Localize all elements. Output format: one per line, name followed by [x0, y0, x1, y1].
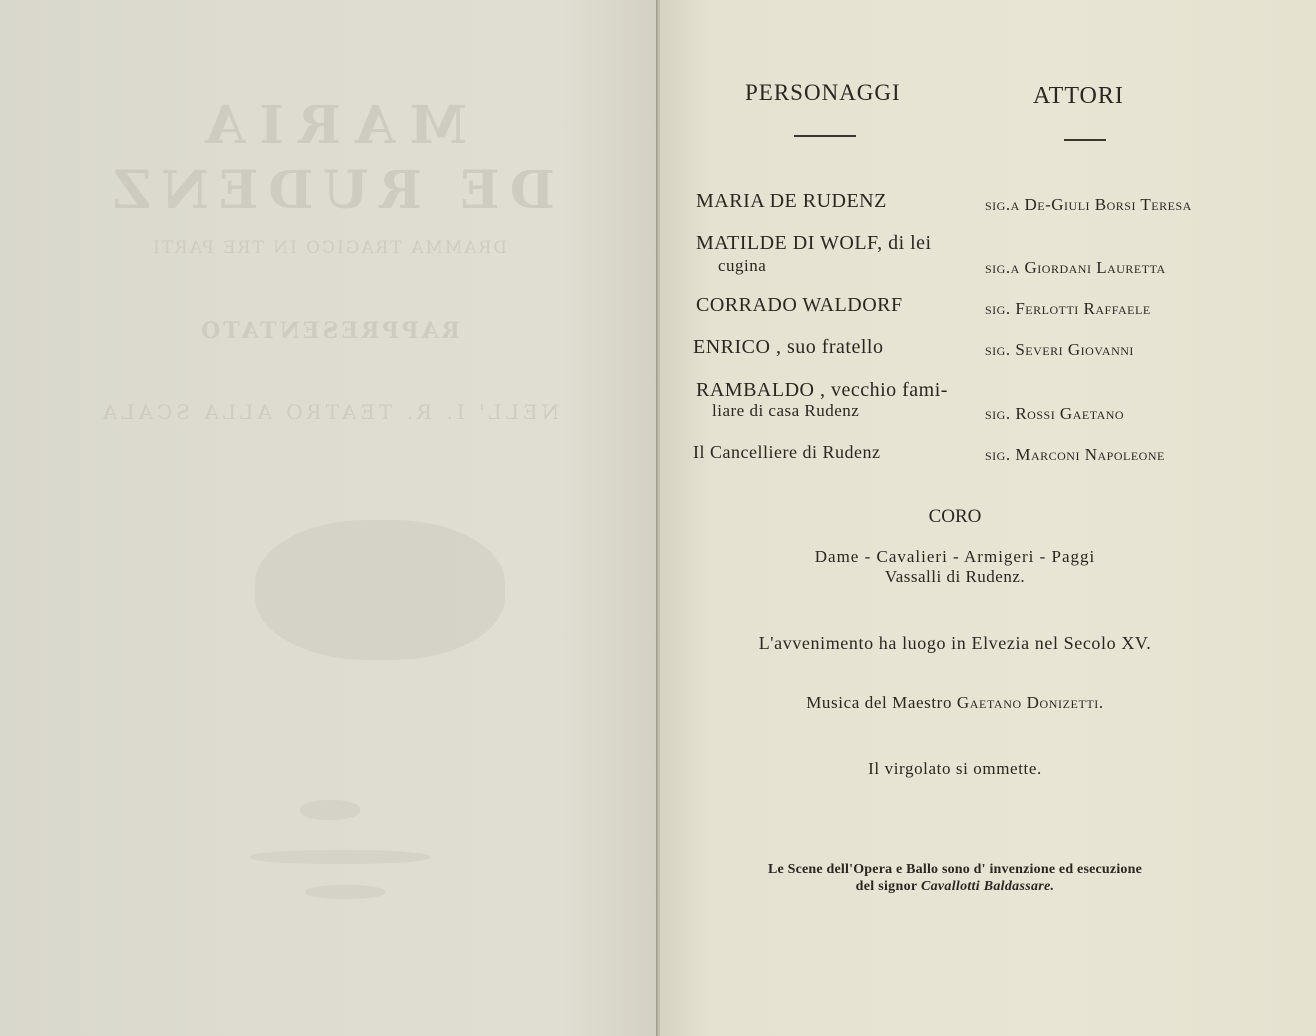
music-prefix: Musica del Maestro: [806, 693, 957, 712]
bleed-line-5: NELL' I. R. TEATRO ALLA SCALA: [98, 400, 560, 424]
header-rule-left: [794, 135, 856, 137]
role-cancelliere: Il Cancelliere di Rudenz: [693, 442, 881, 462]
header-rule-right: [1064, 139, 1106, 141]
setting-line: L'avvenimento ha luogo in Elvezia nel Secolo XV.: [758, 633, 1152, 653]
role-rambaldo-sub: liare di casa Rudenz: [712, 401, 860, 420]
chorus-line-2: Vassalli di Rudenz.: [884, 567, 1026, 586]
role-rambaldo: RAMBALDO , vecchio fami-: [696, 379, 948, 401]
music-composer: Gaetano Donizetti.: [956, 693, 1104, 712]
role-corrado: CORRADO WALDORF: [696, 294, 903, 316]
role-enrico: ENRICO , suo fratello: [693, 336, 884, 358]
actor-rambaldo: sig. Rossi Gaetano: [985, 404, 1125, 423]
music-line: [655, 693, 1255, 713]
role-matilde: MATILDE DI WOLF, di lei: [696, 232, 932, 254]
actor-enrico: sig. Severi Giovanni: [985, 340, 1134, 359]
scenery-prefix: del signor: [855, 879, 921, 894]
role-maria: MARIA DE RUDENZ: [696, 190, 887, 212]
chorus-line-1: Dame - Cavalieri - Armigeri - Paggi: [814, 547, 1096, 566]
bleed-subtitle: DRAMMA TRAGICO IN TRE PARTI: [151, 238, 507, 258]
actor-cancelliere: sig. Marconi Napoleone: [985, 445, 1165, 464]
bleed-vignette: [255, 520, 505, 660]
bleed-mark-2: [250, 850, 430, 864]
header-personaggi: PERSONAGGI: [745, 80, 901, 105]
role-matilde-sub: cugina: [718, 256, 767, 275]
actor-corrado: sig. Ferlotti Raffaele: [985, 299, 1151, 318]
chorus-title: CORO: [928, 506, 982, 527]
bleed-title-2: DE RUDENZ: [103, 160, 555, 221]
actor-matilde: sig.a Giordani Lauretta: [985, 258, 1166, 277]
virgolato-note: Il virgolato si ommette.: [868, 759, 1042, 778]
scenery-name: Cavallotti Baldassare.: [920, 879, 1055, 894]
actor-maria: sig.a De-Giuli Borsi Teresa: [985, 195, 1192, 214]
bleed-mark-3: [305, 885, 385, 899]
scenery-line-2: [655, 879, 1255, 895]
bleed-mark-1: [300, 800, 360, 820]
bleed-line-4: RAPPRESENTATO: [198, 318, 460, 344]
header-attori: ATTORI: [1033, 83, 1124, 109]
scenery-line-1: Le Scene dell'Opera e Ballo sono d' invenzione ed esecuzione: [767, 862, 1143, 877]
bleed-title-1: MARIA: [191, 95, 467, 156]
